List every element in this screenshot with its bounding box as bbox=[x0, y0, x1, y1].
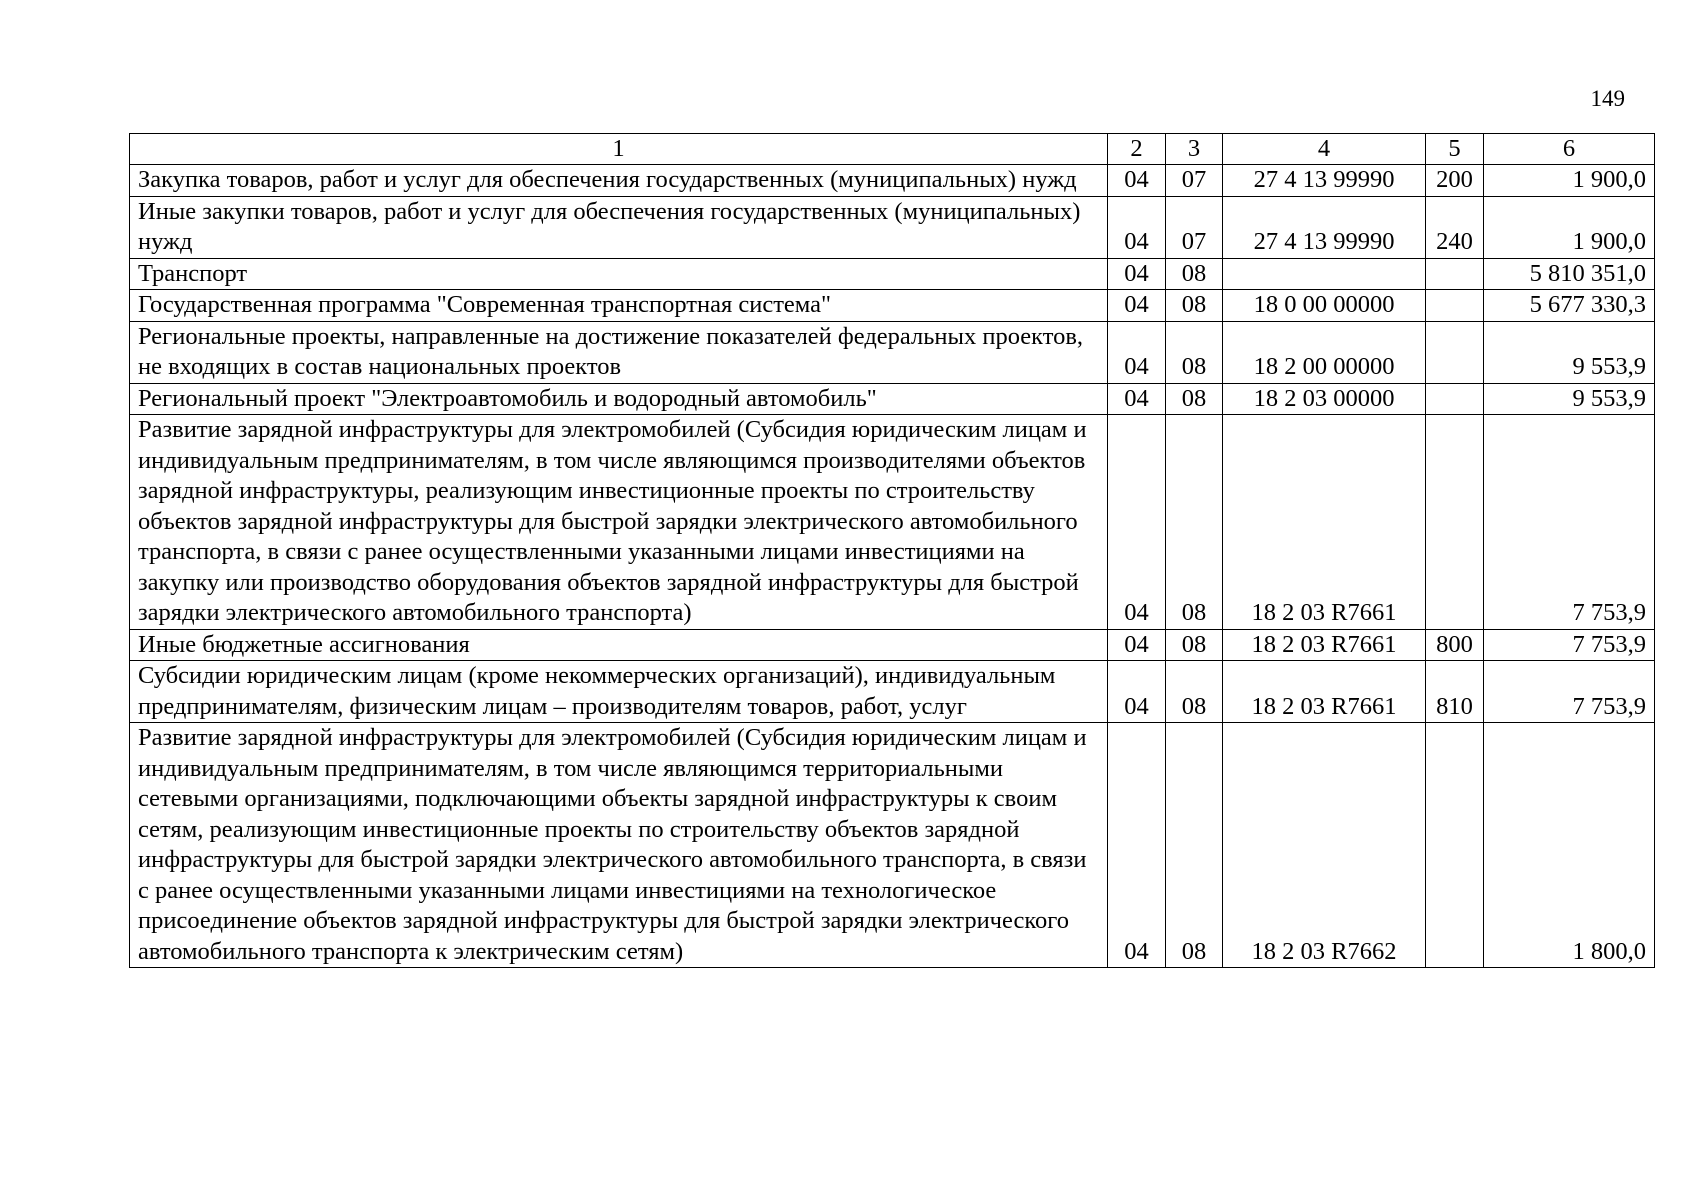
row-name-cell: Государственная программа "Современная транспортная система" bbox=[130, 290, 1108, 322]
header-cell: 3 bbox=[1166, 134, 1223, 165]
header-cell: 6 bbox=[1484, 134, 1655, 165]
target-article-cell: 27 4 13 99990 bbox=[1223, 196, 1426, 258]
section-cell: 04 bbox=[1108, 415, 1166, 630]
subsection-cell: 08 bbox=[1166, 723, 1223, 968]
subsection-cell: 08 bbox=[1166, 383, 1223, 415]
subsection-cell: 07 bbox=[1166, 165, 1223, 197]
expense-type-cell: 200 bbox=[1426, 165, 1484, 197]
target-article-cell: 18 2 00 00000 bbox=[1223, 321, 1426, 383]
target-article-cell: 18 0 00 00000 bbox=[1223, 290, 1426, 322]
amount-cell: 9 553,9 bbox=[1484, 383, 1655, 415]
header-cell: 4 bbox=[1223, 134, 1426, 165]
table-row bbox=[130, 383, 1655, 415]
header-cell: 1 bbox=[130, 134, 1108, 165]
amount-cell: 1 900,0 bbox=[1484, 196, 1655, 258]
target-article-cell: 18 2 03 00000 bbox=[1223, 383, 1426, 415]
expense-type-cell bbox=[1426, 258, 1484, 290]
subsection-cell: 07 bbox=[1166, 196, 1223, 258]
table-row bbox=[130, 661, 1655, 723]
subsection-cell: 08 bbox=[1166, 661, 1223, 723]
amount-cell: 7 753,9 bbox=[1484, 661, 1655, 723]
subsection-cell: 08 bbox=[1166, 321, 1223, 383]
row-name-cell: Иные бюджетные ассигнования bbox=[130, 629, 1108, 661]
amount-cell: 9 553,9 bbox=[1484, 321, 1655, 383]
header-cell: 2 bbox=[1108, 134, 1166, 165]
table-body bbox=[130, 165, 1655, 968]
row-name-cell: Закупка товаров, работ и услуг для обеспечения государственных (муниципальных) нужд bbox=[130, 165, 1108, 197]
table-row bbox=[130, 290, 1655, 322]
subsection-cell: 08 bbox=[1166, 415, 1223, 630]
expense-type-cell bbox=[1426, 290, 1484, 322]
amount-cell: 7 753,9 bbox=[1484, 415, 1655, 630]
expense-type-cell: 240 bbox=[1426, 196, 1484, 258]
section-cell: 04 bbox=[1108, 165, 1166, 197]
expense-type-cell bbox=[1426, 415, 1484, 630]
table-row bbox=[130, 415, 1655, 630]
amount-cell: 7 753,9 bbox=[1484, 629, 1655, 661]
section-cell: 04 bbox=[1108, 258, 1166, 290]
section-cell: 04 bbox=[1108, 629, 1166, 661]
target-article-cell: 27 4 13 99990 bbox=[1223, 165, 1426, 197]
target-article-cell: 18 2 03 R7661 bbox=[1223, 415, 1426, 630]
target-article-cell: 18 2 03 R7661 bbox=[1223, 661, 1426, 723]
target-article-cell: 18 2 03 R7661 bbox=[1223, 629, 1426, 661]
row-name-cell: Региональные проекты, направленные на достижение показателей федеральных проектов, не входящих в состав национальных проектов bbox=[130, 321, 1108, 383]
page-number: 149 bbox=[1590, 86, 1625, 111]
expense-type-cell bbox=[1426, 383, 1484, 415]
section-cell: 04 bbox=[1108, 196, 1166, 258]
subsection-cell: 08 bbox=[1166, 290, 1223, 322]
row-name-cell: Развитие зарядной инфраструктуры для электромобилей (Субсидия юридическим лицам и индивидуальным предпринимателям, в том числе являющимся производителями объектов зарядной инфраструктуры, реализующим инвестиционные проекты по строительству объектов зарядной инфраструктуры для быстрой зарядки электрического автомобильного транспорта, в связи с ранее осуществленными указанными лицами инвестициями на закупку или производство оборудования объектов зарядной инфраструктуры для быстрой зарядки электрического автомобильного транспорта) bbox=[130, 415, 1108, 630]
amount-cell: 5 677 330,3 bbox=[1484, 290, 1655, 322]
header-row bbox=[130, 134, 1655, 165]
subsection-cell: 08 bbox=[1166, 629, 1223, 661]
budget-table bbox=[129, 133, 1655, 968]
table-row bbox=[130, 196, 1655, 258]
row-name-cell: Транспорт bbox=[130, 258, 1108, 290]
section-cell: 04 bbox=[1108, 383, 1166, 415]
section-cell: 04 bbox=[1108, 661, 1166, 723]
row-name-cell: Субсидии юридическим лицам (кроме некоммерческих организаций), индивидуальным предпринимателям, физическим лицам – производителям товаров, работ, услуг bbox=[130, 661, 1108, 723]
subsection-cell: 08 bbox=[1166, 258, 1223, 290]
target-article-cell: 18 2 03 R7662 bbox=[1223, 723, 1426, 968]
expense-type-cell: 810 bbox=[1426, 661, 1484, 723]
amount-cell: 1 800,0 bbox=[1484, 723, 1655, 968]
row-name-cell: Иные закупки товаров, работ и услуг для обеспечения государственных (муниципальных) нужд bbox=[130, 196, 1108, 258]
header-cell: 5 bbox=[1426, 134, 1484, 165]
row-name-cell: Региональный проект "Электроавтомобиль и водородный автомобиль" bbox=[130, 383, 1108, 415]
row-name-cell: Развитие зарядной инфраструктуры для электромобилей (Субсидия юридическим лицам и индивидуальным предпринимателям, в том числе являющимся территориальными сетевыми организациями, подключающими объекты зарядной инфраструктуры к своим сетям, реализующим инвестиционные проекты по строительству объектов зарядной инфраструктуры для быстрой зарядки электрического автомобильного транспорта, в связи с ранее осуществленными указанными лицами инвестициями на технологическое присоединение объектов зарядной инфраструктуры для быстрой зарядки электрического автомобильного транспорта к электрическим сетям) bbox=[130, 723, 1108, 968]
expense-type-cell: 800 bbox=[1426, 629, 1484, 661]
table-row bbox=[130, 723, 1655, 968]
table-row bbox=[130, 258, 1655, 290]
table-header bbox=[130, 134, 1655, 165]
amount-cell: 1 900,0 bbox=[1484, 165, 1655, 197]
target-article-cell bbox=[1223, 258, 1426, 290]
section-cell: 04 bbox=[1108, 321, 1166, 383]
table-row bbox=[130, 321, 1655, 383]
expense-type-cell bbox=[1426, 723, 1484, 968]
section-cell: 04 bbox=[1108, 723, 1166, 968]
expense-type-cell bbox=[1426, 321, 1484, 383]
table-row bbox=[130, 629, 1655, 661]
amount-cell: 5 810 351,0 bbox=[1484, 258, 1655, 290]
section-cell: 04 bbox=[1108, 290, 1166, 322]
table-row bbox=[130, 165, 1655, 197]
